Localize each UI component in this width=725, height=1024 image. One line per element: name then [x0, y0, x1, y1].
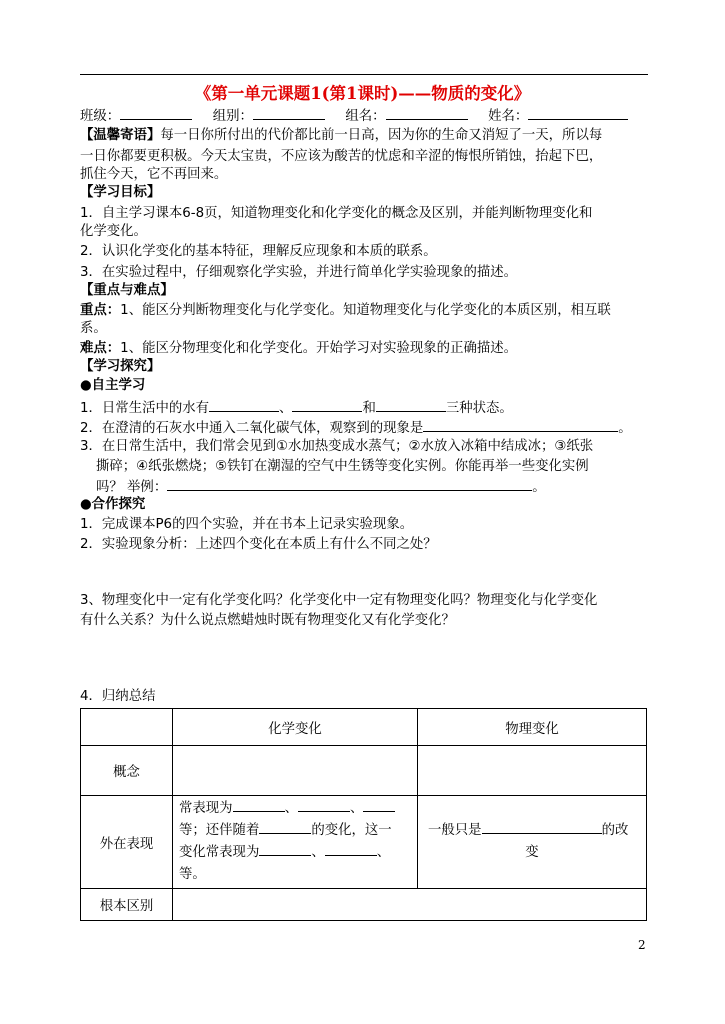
q3-example-blank[interactable] — [167, 477, 532, 491]
groupname-label: 组名： — [345, 109, 386, 124]
self-study-q3b: 撕碎；④纸张燃烧；⑤铁钉在潮湿的空气中生锈等变化实例。你能再举一些变化实例 — [96, 459, 589, 474]
self-study-q3a: 3．在日常生活中，我们常会见到①水加热变成水蒸气；②水放入冰箱中结成冰；③纸张 — [80, 439, 594, 454]
col-header-physical: 物理变化 — [418, 709, 647, 746]
goals-heading: 【学习目标】 — [80, 185, 161, 200]
phys-text-3: 变 — [525, 845, 539, 860]
motto-line-2: 一日你都要更积极。今天太宝贵，不应该为酸苦的忧虑和辛涩的悔恨所销蚀，抬起下巴， — [80, 149, 603, 164]
coop-q3b: 有什么关系？为什么说点燃蜡烛时既有物理变化又有化学变化？ — [80, 613, 455, 628]
summary-table — [80, 708, 647, 921]
name-label: 姓名： — [488, 109, 529, 124]
phys-line-1 — [428, 820, 646, 842]
q2-text-pre: 2．在澄清的石灰水中通入二氧化碳气体，观察到的现象是 — [80, 421, 424, 436]
coop-q2: 2．实验现象分析：上述四个变化在本质上有什么不同之处？ — [80, 537, 437, 552]
q3-example-label: 吗？ 举例： — [96, 480, 168, 495]
key-point-line-b: 系。 — [80, 321, 107, 336]
difficulty-label: 难点： — [80, 341, 121, 356]
motto-line-3: 抓住今天，它不再回来。 — [80, 167, 228, 182]
concept-physical-cell[interactable] — [418, 746, 647, 796]
q1-text-pre: 1．日常生活中的水有 — [80, 401, 210, 416]
class-label: 班级： — [80, 109, 121, 124]
goal-1a: 1．自主学习课本6-8页，知道物理变化和化学变化的概念及区别，并能判断物理变化和 — [80, 206, 593, 221]
chem-sep-2: 、 — [349, 801, 364, 816]
phys-text-1: 一般只是 — [428, 823, 482, 838]
self-study-q3c — [96, 477, 546, 497]
difficulty-text: 1、能区分物理变化和化学变化。开始学习对实验现象的正确描述。 — [120, 341, 518, 356]
table-header-row — [81, 709, 647, 746]
chem-blank-1[interactable] — [233, 798, 285, 812]
goal-1b: 化学变化。 — [80, 224, 147, 239]
table-row-appearance — [81, 796, 647, 889]
table-corner-cell — [81, 709, 173, 746]
q1-text-sep1: 、 — [279, 401, 293, 416]
key-label: 重点： — [80, 303, 121, 318]
q1-blank-1[interactable] — [209, 398, 279, 412]
name-blank[interactable] — [528, 106, 628, 120]
chem-sep-1: 、 — [284, 801, 298, 816]
self-study-q2 — [80, 418, 632, 438]
class-blank[interactable] — [120, 106, 192, 120]
chem-blank-2[interactable] — [298, 798, 350, 812]
motto-label: 【温馨寄语】 — [80, 128, 161, 143]
header-rule — [80, 74, 648, 75]
chem-text-4: 变化常表现为 — [179, 845, 260, 860]
chem-text-1: 常表现为 — [179, 801, 233, 816]
key-text-a: 1、能区分判断物理变化与化学变化。知道物理变化与化学变化的本质区别，相互联 — [120, 303, 611, 318]
essence-cell[interactable] — [173, 889, 647, 921]
motto-text-1: 每一日你所付出的代价都比前一日高，因为你的生命又消短了一天，所以每 — [160, 128, 603, 143]
chem-sep-4: 、 — [376, 845, 391, 860]
self-study-q1 — [80, 398, 513, 418]
chem-line-1 — [179, 798, 417, 820]
q3-text-post: 。 — [532, 480, 546, 495]
q1-text-sep2: 和 — [362, 401, 376, 416]
table-row-essence — [81, 889, 647, 921]
phys-text-2: 的改 — [601, 823, 629, 838]
goal-3: 3．在实验过程中，仔细观察化学实验，并进行简单化学实验现象的描述。 — [80, 265, 518, 280]
appearance-chemical-cell — [173, 796, 418, 889]
chem-blank-3[interactable] — [363, 798, 395, 812]
chem-blank-6[interactable] — [325, 842, 377, 856]
chem-blank-4[interactable] — [259, 820, 311, 834]
chem-text-2: 等；还伴随着 — [179, 823, 260, 838]
appearance-physical-cell — [418, 796, 647, 889]
q1-text-post: 三种状态。 — [445, 401, 513, 416]
keypoints-heading: 【重点与难点】 — [80, 283, 174, 298]
chem-blank-5[interactable] — [259, 842, 311, 856]
phys-blank-1[interactable] — [482, 820, 602, 834]
q1-blank-2[interactable] — [292, 398, 362, 412]
groupname-blank[interactable] — [386, 106, 468, 120]
self-study-heading: ●自主学习 — [80, 378, 146, 393]
page-title: 《第一单元课题1(第1课时)——物质的变化》 — [194, 84, 531, 103]
row-header-appearance: 外在表现 — [81, 796, 173, 889]
difficulty-line — [80, 340, 517, 358]
explore-heading: 【学习探究】 — [80, 359, 161, 374]
chem-line-2 — [179, 820, 417, 842]
chem-sep-3: 、 — [311, 845, 325, 860]
coop-heading: ●合作探究 — [80, 497, 146, 512]
motto-line-1 — [80, 127, 602, 145]
goal-2: 2．认识化学变化的基本特征，理解反应现象和本质的联系。 — [80, 244, 437, 259]
key-point-line-a — [80, 302, 611, 320]
q2-blank[interactable] — [423, 418, 618, 432]
q2-text-post: 。 — [618, 421, 632, 436]
q1-blank-3[interactable] — [376, 398, 446, 412]
chem-text-5: 等。 — [179, 867, 206, 882]
student-info-line — [80, 106, 628, 126]
group-blank[interactable] — [253, 106, 325, 120]
coop-q3a: 3、物理变化中一定有化学变化吗？化学变化中一定有物理变化吗？物理变化与化学变化 — [80, 593, 598, 608]
row-header-concept: 概念 — [81, 746, 173, 796]
table-row-concept — [81, 746, 647, 796]
coop-q1: 1．完成课本P6的四个实验，并在书本上记录实验现象。 — [80, 517, 414, 532]
coop-q4: 4．归纳总结 — [80, 689, 156, 704]
chem-text-3: 的变化，这一 — [311, 823, 392, 838]
page-number: 2 — [638, 938, 646, 952]
concept-chemical-cell[interactable] — [173, 746, 418, 796]
chem-line-3 — [179, 842, 417, 864]
col-header-chemical: 化学变化 — [173, 709, 418, 746]
row-header-essence: 根本区别 — [81, 889, 173, 921]
group-label: 组别： — [212, 109, 253, 124]
